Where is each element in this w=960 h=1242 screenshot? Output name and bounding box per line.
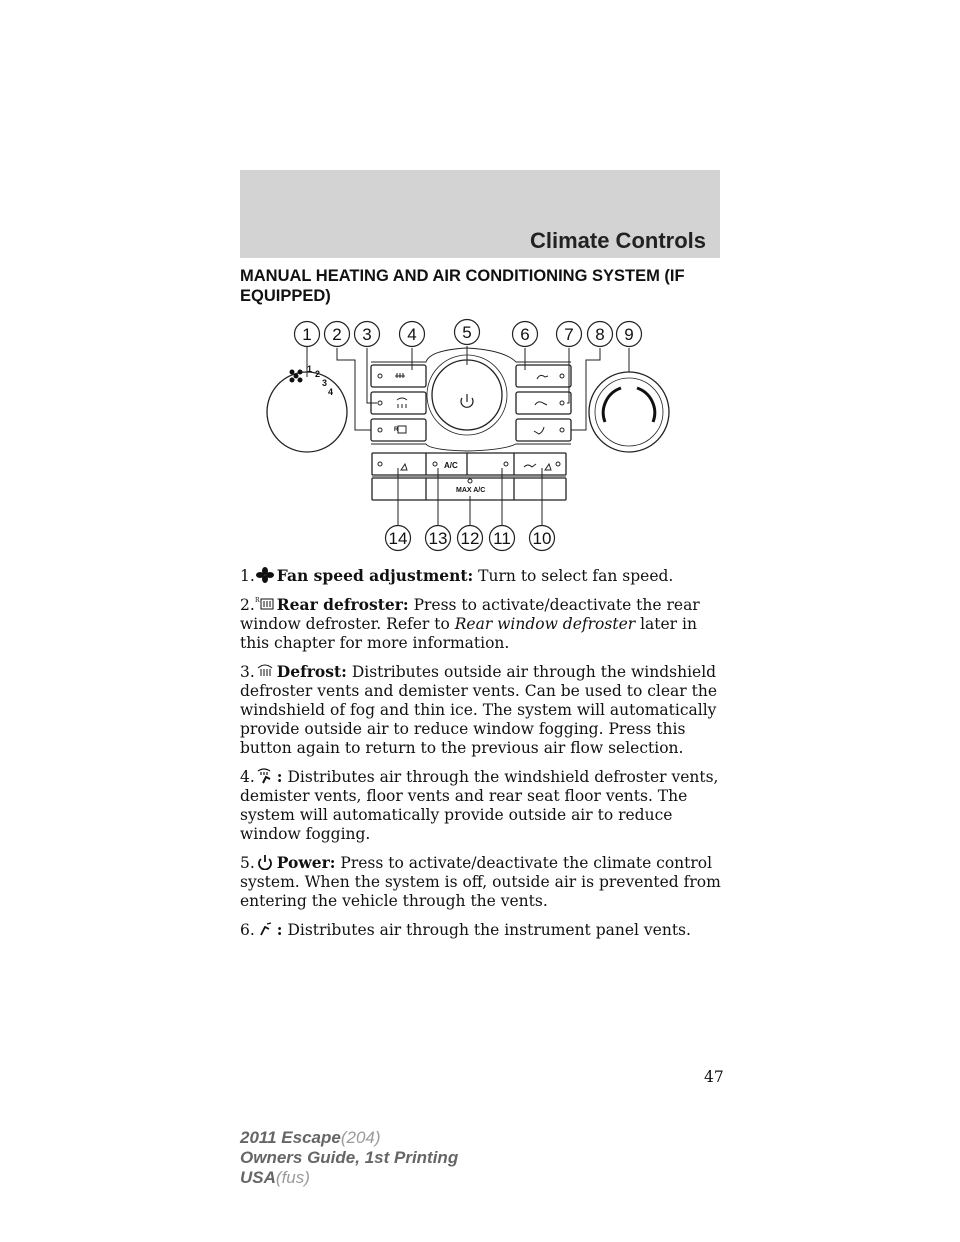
fan-speed-label-3: 3 <box>322 378 328 388</box>
callout-4: 4 <box>407 325 417 344</box>
callout-13: 13 <box>428 529 448 548</box>
defrost-icon <box>255 663 275 679</box>
footer-line-3: USA(fus) <box>240 1168 310 1187</box>
callout-10: 10 <box>532 529 552 548</box>
callout-3: 3 <box>362 325 372 344</box>
callout-2: 2 <box>332 325 342 344</box>
callout-12: 12 <box>460 529 480 548</box>
rear-defroster-icon <box>255 596 275 612</box>
list-item: 4. : Distributes air through the windshield defroster vents, demister vents, floor vents and rear seat floor vents. The system will automatically provide outside air to reduce window fogging. <box>240 767 719 843</box>
temperature-dial <box>589 372 669 452</box>
list-item: 3. Defrost: Distributes outside air through the windshield defroster vents and demister vents. Can be used to clear the windshield of fog and thin ice. The system will automatically provide outside air to reduce window fogging. Press this button again to return to the previous air flow selection. <box>240 662 718 757</box>
callout-6: 6 <box>520 325 530 344</box>
panel-vent-icon <box>255 921 275 937</box>
callout-5: 5 <box>462 323 472 342</box>
fan-speed-label-2: 2 <box>315 369 321 379</box>
fan-icon <box>290 370 303 383</box>
section-heading: MANUAL HEATING AND AIR CONDITIONING SYSTEM (IF EQUIPPED) <box>240 267 685 305</box>
footer-line-2: Owners Guide, 1st Printing <box>240 1148 459 1167</box>
fan-speed-label-1: 1 <box>307 364 313 374</box>
footer <box>240 1128 458 1188</box>
body-text <box>240 566 726 949</box>
list-item: 6. : Distributes air through the instrument panel vents. <box>240 920 691 939</box>
list-item: 1. Fan speed adjustment: Turn to select fan speed. <box>240 566 674 585</box>
page-number: 47 <box>704 1068 724 1086</box>
list-item: 5. Power: Press to activate/deactivate the climate control system. When the system is off, outside air is prevented from entering the vehicle through the vents. <box>240 853 721 910</box>
callout-7: 7 <box>564 325 574 344</box>
callout-8: 8 <box>595 325 605 344</box>
header-band <box>240 170 720 258</box>
footer-line-1: 2011 Escape(204) <box>240 1128 381 1147</box>
fan-speed-label-4: 4 <box>328 387 334 397</box>
callout-11: 11 <box>493 529 511 548</box>
defrost-floor-icon <box>255 768 275 784</box>
power-icon <box>255 854 275 870</box>
callout-9: 9 <box>624 325 634 344</box>
fan-icon <box>255 567 275 583</box>
header-title: Climate Controls <box>529 228 706 253</box>
svg-text:R: R <box>254 597 260 604</box>
fan-dial <box>267 372 347 452</box>
climate-control-diagram <box>240 310 720 560</box>
ac-label: A/C <box>444 461 458 470</box>
max-ac-label: MAX A/C <box>456 487 486 494</box>
callout-1: 1 <box>302 325 312 344</box>
callout-14: 14 <box>388 529 408 548</box>
rear-marker: R <box>394 427 399 433</box>
list-item: 2. R Rear defroster: Press to activate/deactivate the rear window defroster. Refer to Rear window defroster later in this chapter for more information. <box>240 595 700 652</box>
